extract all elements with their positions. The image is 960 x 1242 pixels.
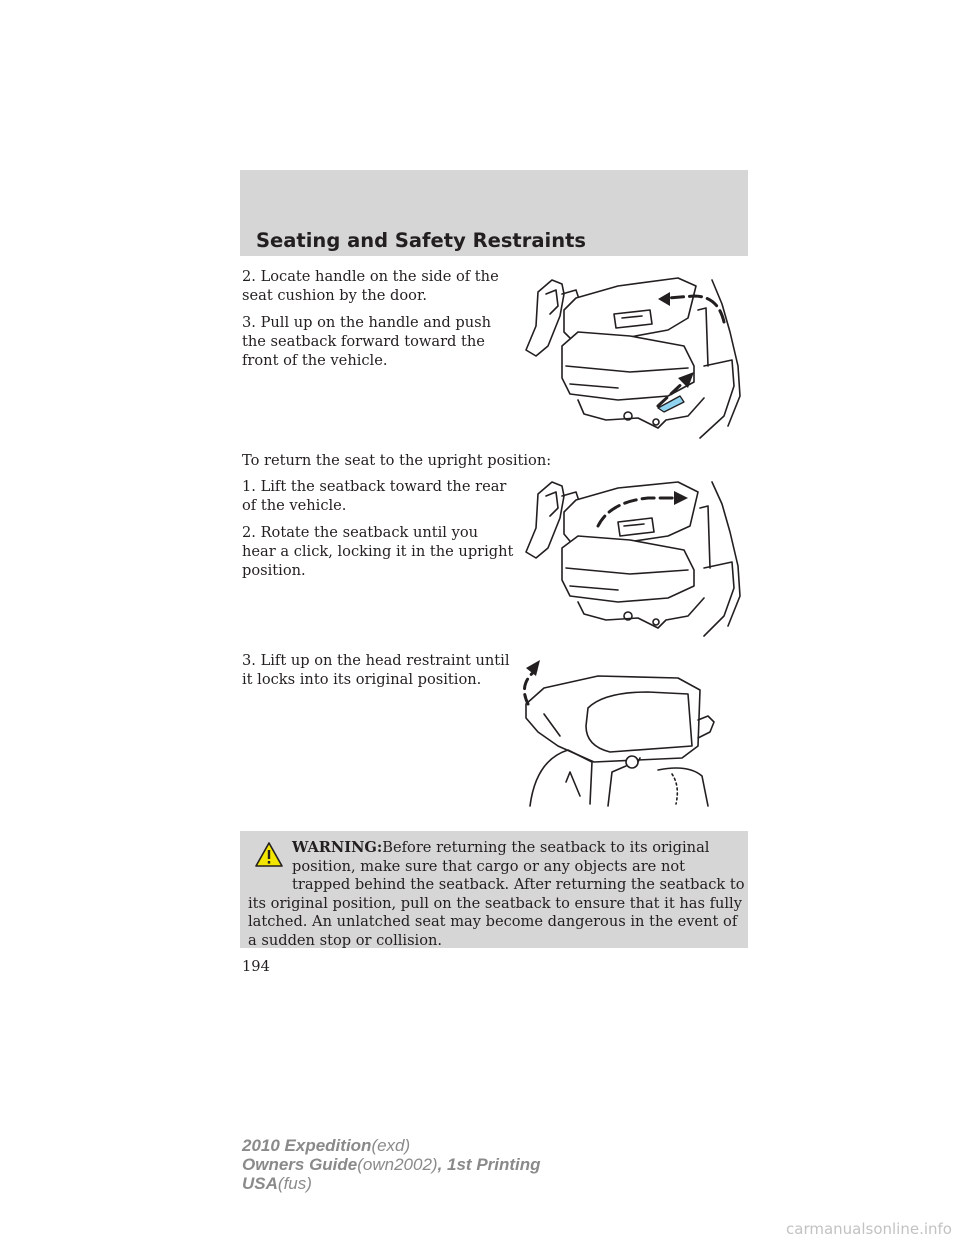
head-restraint-illustration bbox=[508, 654, 748, 814]
watermark: carmanualsonline.info bbox=[786, 1220, 952, 1238]
seat-fold-forward-illustration bbox=[518, 270, 748, 442]
step-lift-seatback: 1. Lift the seatback toward the rear of the vehicle. bbox=[242, 478, 507, 514]
warning-text bbox=[248, 839, 746, 951]
seat-return-upright-illustration bbox=[518, 474, 748, 640]
section-title: Seating and Safety Restraints bbox=[256, 229, 587, 252]
page-number: 194 bbox=[242, 958, 270, 975]
warning-label: WARNING: bbox=[292, 839, 383, 856]
step-push-seatback: 3. Pull up on the handle and push the seatback forward toward the front of the vehicle. bbox=[242, 314, 491, 369]
return-intro: To return the seat to the upright position: bbox=[242, 452, 552, 469]
warning-body: Before returning the seatback to its original position, make sure that cargo or any objects are not trapped behind the seatback. After returning the seatback to its original position, pull on the seatback to ensure that it has fully latched. An unlatched seat may become dangerous in the event of a sudden stop or collision. bbox=[248, 839, 745, 949]
warning-indent bbox=[248, 839, 292, 877]
footer: 2010 Expedition(exd) Owners Guide(own2002), 1st Printing USA(fus) bbox=[242, 1136, 541, 1193]
section-header-band bbox=[240, 170, 748, 256]
warning-box bbox=[240, 831, 748, 948]
step-locate-handle: 2. Locate handle on the side of the seat cushion by the door. bbox=[242, 268, 499, 304]
step-lift-head-restraint: 3. Lift up on the head restraint until it locks into its original position. bbox=[242, 652, 510, 688]
step-rotate-seatback: 2. Rotate the seatback until you hear a click, locking it in the upright position. bbox=[242, 524, 514, 579]
